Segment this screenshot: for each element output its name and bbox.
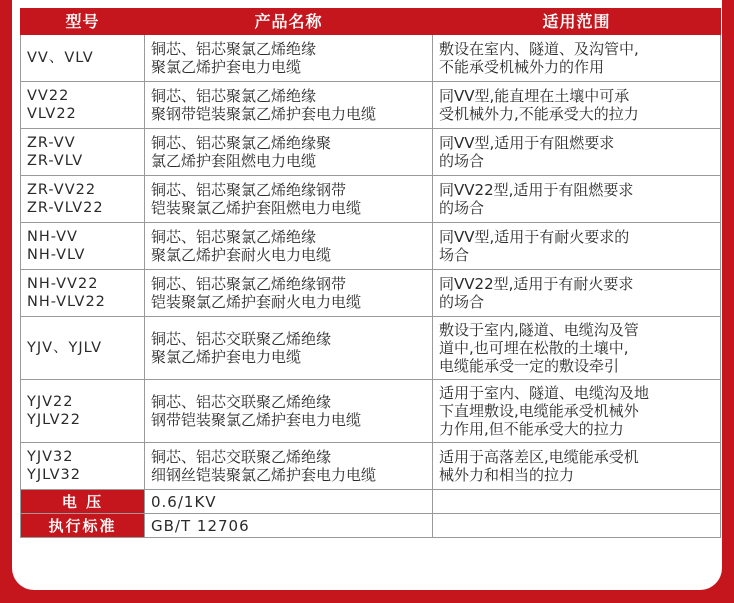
- footer-label: 执行标准: [21, 514, 145, 538]
- model-cell: [21, 270, 145, 317]
- model-cell-line: VV22: [27, 88, 70, 104]
- model-cell-line: YJLV22: [27, 412, 81, 428]
- scope-cell: [433, 35, 721, 82]
- product-name-cell-line: 聚氯乙烯护套电力电缆: [151, 58, 302, 76]
- product-name-cell-line: 铠装聚氯乙烯护套耐火电力电缆: [151, 293, 362, 311]
- table-row: [21, 443, 721, 490]
- footer-row: [21, 514, 721, 538]
- model-cell: [21, 317, 145, 380]
- model-cell: [21, 380, 145, 443]
- product-name-cell: [145, 270, 433, 317]
- product-name-cell-line: 铜芯、铝芯交联聚乙烯绝缘: [151, 393, 332, 411]
- footer-value: GB/T 12706: [145, 514, 433, 538]
- scope-cell-line: 同VV22型,适用于有耐火要求: [439, 275, 634, 293]
- model-cell: [21, 82, 145, 129]
- table-header-row: [21, 9, 721, 35]
- scope-cell-line: 同VV22型,适用于有阻燃要求: [439, 181, 634, 199]
- product-name-cell: [145, 317, 433, 380]
- product-name-cell-line: 细钢丝铠装聚氯乙烯护套电力电缆: [151, 466, 377, 484]
- table-row: [21, 223, 721, 270]
- scope-cell-line: 械外力和相当的拉力: [439, 466, 575, 484]
- header-product-name: 产品名称: [145, 9, 433, 35]
- table-row: [21, 270, 721, 317]
- scope-cell-line: 下直埋敷设,电缆能承受机械外: [439, 402, 639, 420]
- scope-cell: [433, 317, 721, 380]
- product-name-cell-line: 铜芯、铝芯聚氯乙烯绝缘钢带: [151, 275, 347, 293]
- model-cell-line: NH-VV: [27, 229, 78, 245]
- scope-cell: [433, 380, 721, 443]
- model-cell-line: YJV22: [27, 394, 74, 410]
- scope-cell-line: 的场合: [439, 199, 485, 217]
- product-name-cell-line: 铠装聚氯乙烯护套阻燃电力电缆: [151, 199, 362, 217]
- product-name-cell: [145, 82, 433, 129]
- model-cell-line: YJLV32: [27, 467, 81, 483]
- product-name-cell-line: 钢带铠装聚氯乙烯护套电力电缆: [151, 411, 362, 429]
- scope-cell-line: 道中,也可埋在松散的土壤中,: [439, 339, 629, 357]
- model-cell: [21, 176, 145, 223]
- model-cell-line: VLV22: [27, 106, 77, 122]
- footer-label: 电 压: [21, 490, 145, 514]
- header-model: 型号: [21, 9, 145, 35]
- product-name-cell-line: 铜芯、铝芯聚氯乙烯绝缘: [151, 228, 317, 246]
- model-cell-line: ZR-VV22: [27, 182, 97, 198]
- product-name-cell-line: 铜芯、铝芯聚氯乙烯绝缘钢带: [151, 181, 347, 199]
- scope-cell-line: 同VV型,适用于有耐火要求的: [439, 228, 630, 246]
- header-scope: 适用范围: [433, 9, 721, 35]
- footer-value: 0.6/1KV: [145, 490, 433, 514]
- scope-cell-line: 敷设在室内、隧道、及沟管中,: [439, 40, 639, 58]
- scope-cell: [433, 223, 721, 270]
- scope-cell-line: 敷设于室内,隧道、电缆沟及管: [439, 321, 639, 339]
- scope-cell-line: 受机械外力,不能承受大的拉力: [439, 105, 639, 123]
- product-name-cell-line: 铜芯、铝芯交联聚乙烯绝缘: [151, 448, 332, 466]
- scope-cell-line: 适用于室内、隧道、电缆沟及地: [439, 384, 650, 402]
- scope-cell-line: 同VV型,适用于有阻燃要求: [439, 134, 615, 152]
- table-row: [21, 317, 721, 380]
- model-cell-line: VV、VLV: [27, 50, 94, 66]
- cable-spec-table: [20, 8, 721, 538]
- table-row: [21, 129, 721, 176]
- table-row: [21, 380, 721, 443]
- product-name-cell-line: 聚氯乙烯护套耐火电力电缆: [151, 246, 332, 264]
- model-cell-line: YJV32: [27, 449, 74, 465]
- scope-cell-line: 同VV型,能直埋在土壤中可承: [439, 87, 630, 105]
- model-cell: [21, 443, 145, 490]
- product-name-cell-line: 聚钢带铠装聚氯乙烯护套电力电缆: [151, 105, 377, 123]
- scope-cell: [433, 129, 721, 176]
- model-cell: [21, 223, 145, 270]
- model-cell-line: ZR-VV: [27, 135, 76, 151]
- product-name-cell-line: 聚氯乙烯护套电力电缆: [151, 348, 302, 366]
- product-name-cell-line: 铜芯、铝芯交联聚乙烯绝缘: [151, 330, 332, 348]
- product-name-cell-line: 铜芯、铝芯聚氯乙烯绝缘: [151, 87, 317, 105]
- product-name-cell-line: 铜芯、铝芯聚氯乙烯绝缘: [151, 40, 317, 58]
- scope-cell-line: 电缆能承受一定的敷设牵引: [439, 357, 620, 375]
- model-cell-line: ZR-VLV22: [27, 200, 104, 216]
- product-name-cell-line: 铜芯、铝芯聚氯乙烯绝缘聚: [151, 134, 332, 152]
- scope-cell-line: 的场合: [439, 293, 485, 311]
- table-row: [21, 35, 721, 82]
- product-name-cell-line: 氯乙烯护套阻燃电力电缆: [151, 152, 317, 170]
- footer-row: [21, 490, 721, 514]
- table-row: [21, 176, 721, 223]
- model-cell: [21, 129, 145, 176]
- product-name-cell: [145, 129, 433, 176]
- model-cell-line: NH-VLV22: [27, 294, 106, 310]
- product-name-cell: [145, 380, 433, 443]
- scope-cell: [433, 270, 721, 317]
- scope-cell-line: 适用于高落差区,电缆能承受机: [439, 448, 639, 466]
- table-row: [21, 82, 721, 129]
- scope-cell: [433, 176, 721, 223]
- model-cell-line: NH-VV22: [27, 276, 99, 292]
- scope-cell-line: 不能承受机械外力的作用: [439, 58, 605, 76]
- product-name-cell: [145, 176, 433, 223]
- scope-cell-line: 力作用,但不能承受大的拉力: [439, 420, 624, 438]
- scope-cell: [433, 82, 721, 129]
- scope-cell-line: 场合: [439, 246, 470, 264]
- scope-cell: [433, 443, 721, 490]
- product-name-cell: [145, 443, 433, 490]
- model-cell-line: NH-VLV: [27, 247, 86, 263]
- footer-empty-cell: [433, 514, 721, 538]
- model-cell: [21, 35, 145, 82]
- scope-cell-line: 的场合: [439, 152, 485, 170]
- model-cell-line: ZR-VLV: [27, 153, 84, 169]
- product-name-cell: [145, 35, 433, 82]
- model-cell-line: YJV、YJLV: [27, 340, 103, 356]
- product-name-cell: [145, 223, 433, 270]
- footer-empty-cell: [433, 490, 721, 514]
